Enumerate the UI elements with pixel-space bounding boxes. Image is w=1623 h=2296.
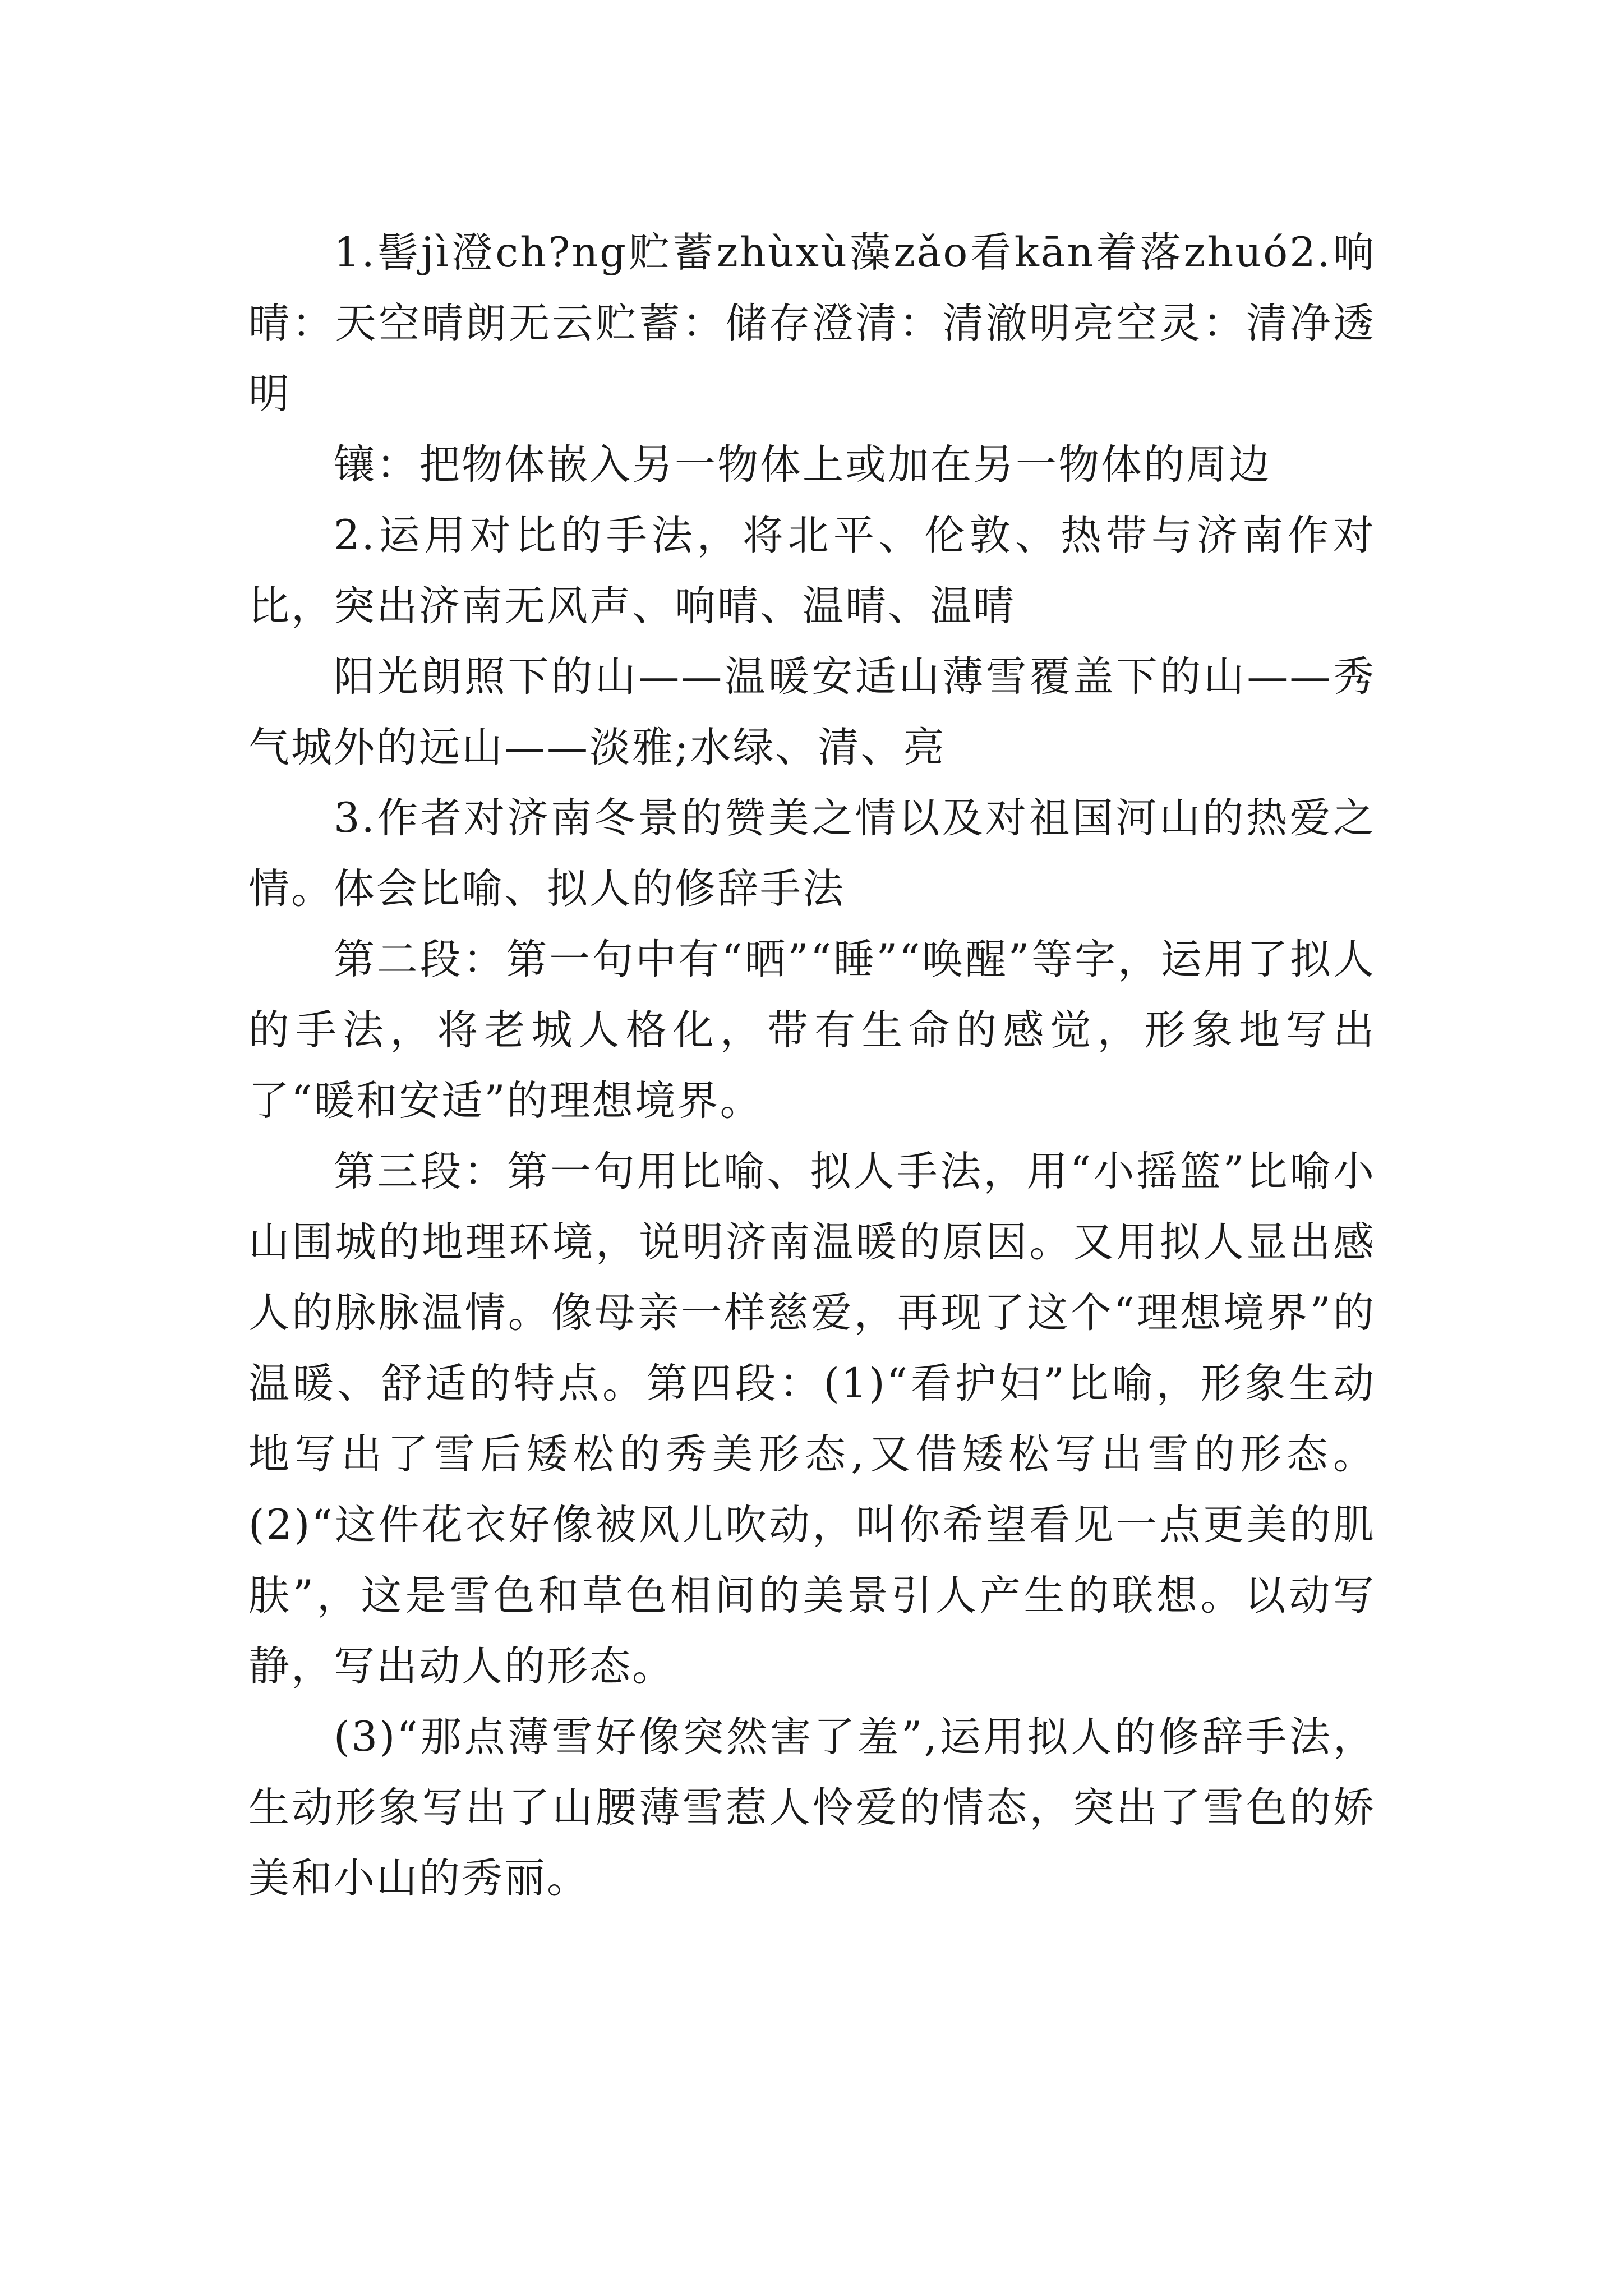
paragraph-thin-snow-analysis: (3)“那点薄雪好像突然害了羞”,运用拟人的修辞手法，生动形象写出了山腰薄雪惹人怜爱的情态，突出了雪色的娇美和小山的秀丽。 [248, 1713, 1376, 1902]
paragraph-third-fourth-section: 第三段：第一句用比喻、拟人手法，用“小摇篮”比喻小山围城的地理环境，说明济南温暖的原因。又用拟人显出感人的脉脉温情。像母亲一样慈爱，再现了这个“理想境界”的温暖、舒适的特点。第四段：(1)“看护妇”比喻，形象生动地写出了雪后矮松的秀美形态,又借矮松写出雪的形态。(2)“这件花衣好像被风儿吹动，叫你希望看见一点更美的肌肤”，这是雪色和草色相间的美景引人产生的联想。以动写静，写出动人的形态。 [248, 1148, 1376, 1690]
paragraph-author-emotion: 3.作者对济南冬景的赞美之情以及对祖国河山的热爱之情。体会比喻、拟人的修辞手法 [248, 794, 1376, 913]
paragraph-second-section: 第二段：第一句中有“晒”“睡”“唤醒”等字，运用了拟人的手法，将老城人格化，带有生命的感觉，形象地写出了“暖和安适”的理想境界。 [248, 936, 1376, 1125]
paragraph-definition-xiang: 镶：把物体嵌入另一物体上或加在另一物体的周边 [334, 441, 1271, 489]
document-body [248, 218, 1376, 1914]
paragraph-contrast-technique: 2.运用对比的手法，将北平、伦敦、热带与济南作对比，突出济南无风声、响晴、温晴、温晴 [248, 512, 1376, 630]
paragraph-pinyin-and-definitions: 1.髻jì澄ch?ng贮蓄zhùxù藻zǎo看kān着落zhuó2.响晴：天空晴朗无云贮蓄：储存澄清：清澈明亮空灵：清净透明 [248, 229, 1376, 418]
paragraph-mountain-descriptions: 阳光朗照下的山——温暖安适山薄雪覆盖下的山——秀气城外的远山——淡雅;水绿、清、亮 [248, 653, 1376, 771]
